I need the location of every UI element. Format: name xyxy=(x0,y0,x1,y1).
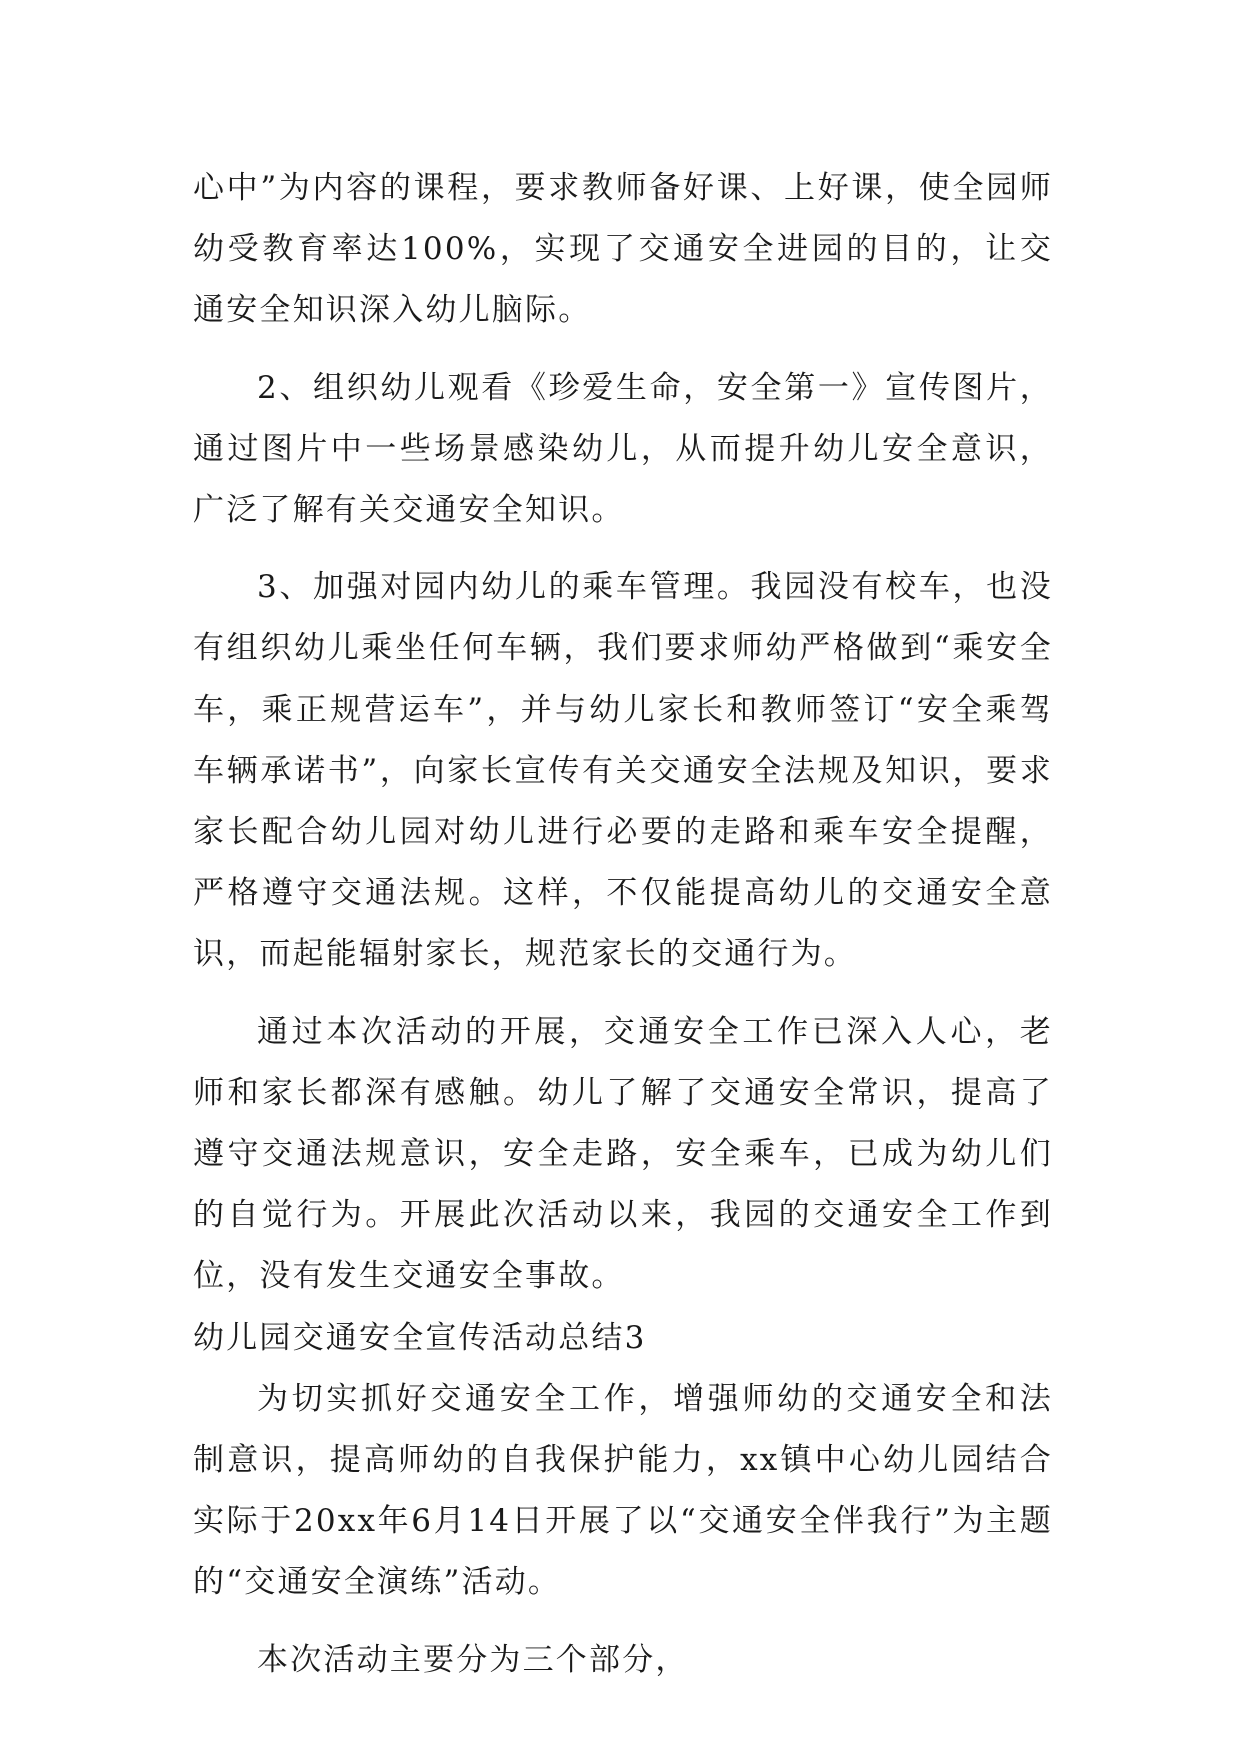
paragraph-item-3: 3、加强对园内幼儿的乘车管理。我园没有校车，也没有组织幼儿乘坐任何车辆，我们要求师幼严格做到“乘安全车，乘正规营运车”，并与幼儿家长和教师签订“安全乘驾车辆承诺书”，向家长宣传有关交通安全法规及知识，要求家长配合幼儿园对幼儿进行必要的走路和乘车安全提醒，严格遵守交通法规。这样，不仅能提高幼儿的交通安全意识，而起能辐射家长，规范家长的交通行为。 xyxy=(193,569,1053,973)
paragraph-item-2: 2、组织幼儿观看《珍爱生命，安全第一》宣传图片，通过图片中一些场景感染幼儿，从而提升幼儿安全意识，广泛了解有关交通安全知识。 xyxy=(193,369,1053,529)
paragraph-parts: 本次活动主要分为三个部分， xyxy=(257,1641,689,1678)
document-body xyxy=(193,158,1053,1707)
section-heading: 幼儿园交通安全宣传活动总结3 xyxy=(193,1319,647,1356)
paragraph-summary: 通过本次活动的开展，交通安全工作已深入人心，老师和家长都深有感触。幼儿了解了交通安全常识，提高了遵守交通法规意识，安全走路，安全乘车，已成为幼儿们的自觉行为。开展此次活动以来，我园的交通安全工作到位，没有发生交通安全事故。 xyxy=(193,1013,1053,1295)
paragraph-continuation: 心中”为内容的课程，要求教师备好课、上好课，使全园师幼受教育率达100%，实现了交通安全进园的目的，让交通安全知识深入幼儿脑际。 xyxy=(193,170,1053,329)
paragraph-intro: 为切实抓好交通安全工作，增强师幼的交通安全和法制意识，提高师幼的自我保护能力，xx镇中心幼儿园结合实际于20xx年6月14日开展了以“交通安全伴我行”为主题的“交通安全演练”活动。 xyxy=(193,1380,1053,1601)
